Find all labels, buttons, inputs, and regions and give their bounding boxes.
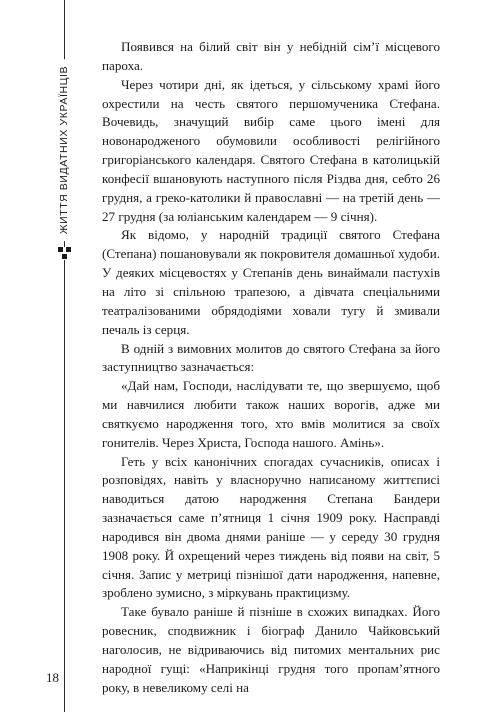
paragraph: Через чотири дні, як ідеться, у сільському храмі його охрестили на честь святого першомученика Стефана. Вочевидь, значущий вибір саме цього імені для новонародженого обумовили особливості релігійного григоріанського календаря. Святого Стефана в католицькій конфесії вшановують наступного після Різдва дня, себто 26 грудня, а греко-католики й православні — на третій день — 27 грудня (за юліанським календарем — 9 січня). bbox=[102, 76, 440, 224]
paragraph: Як відомо, у народній традиції святого Стефана (Степана) пошановували як покровителя домашньої худоби. У деяких місцевостях у Степанів день винаймали пастухів на літо зі спільною трапезою, а дівчата спеціальними театралізованими обрядодіями ховали тугу й змивали печаль із серця. bbox=[102, 227, 440, 337]
paragraph: Таке бувало раніше й пізніше в схожих випадках. Його ровесник, сподвижник і біограф Данило Чайковський наголосив, не відриваючись від питомих ментальних рис народної гущі: «Наприкінці грудня того пропам’ятного року, в невеликому селі на bbox=[102, 604, 440, 695]
body-text bbox=[102, 38, 440, 698]
ornament-icon bbox=[58, 247, 71, 260]
prayer-quote: «Дай нам, Господи, наслідувати те, що звершуємо, щоб ми навчилися любити також наших ворогів, адже ми святкуємо народження того, хто вмів молитися за своїх гонителів. Через Христа, Господа нашого. Амінь». bbox=[102, 378, 440, 450]
running-title-text: ЖИТТЯ ВИДАТНИХ УКРАЇНЦІВ bbox=[58, 59, 70, 241]
paragraph: Появився на білий світ він у небідній сім’ї місцевого пароха. bbox=[102, 39, 440, 73]
paragraph: В одній з вимовних молитов до святого Стефана за його заступництво зазначається: bbox=[102, 340, 440, 375]
paragraph: Геть у всіх канонічних спогадах сучасників, описах і розповідях, навіть у власноручно написаному життєписі наводиться датою народження Степана Бандери зазначається саме п’ятниця 1 січня 1909 року. Насправді народився він двома днями раніше — у середу 30 грудня 1908 року. Й охрещений через тиждень від появи на світ, 5 січня. Запис у метриці пізнішої дати народження, напевне, зроблено зумисно, з міркувань практицизму. bbox=[102, 453, 440, 601]
page-number: 18 bbox=[46, 670, 59, 685]
